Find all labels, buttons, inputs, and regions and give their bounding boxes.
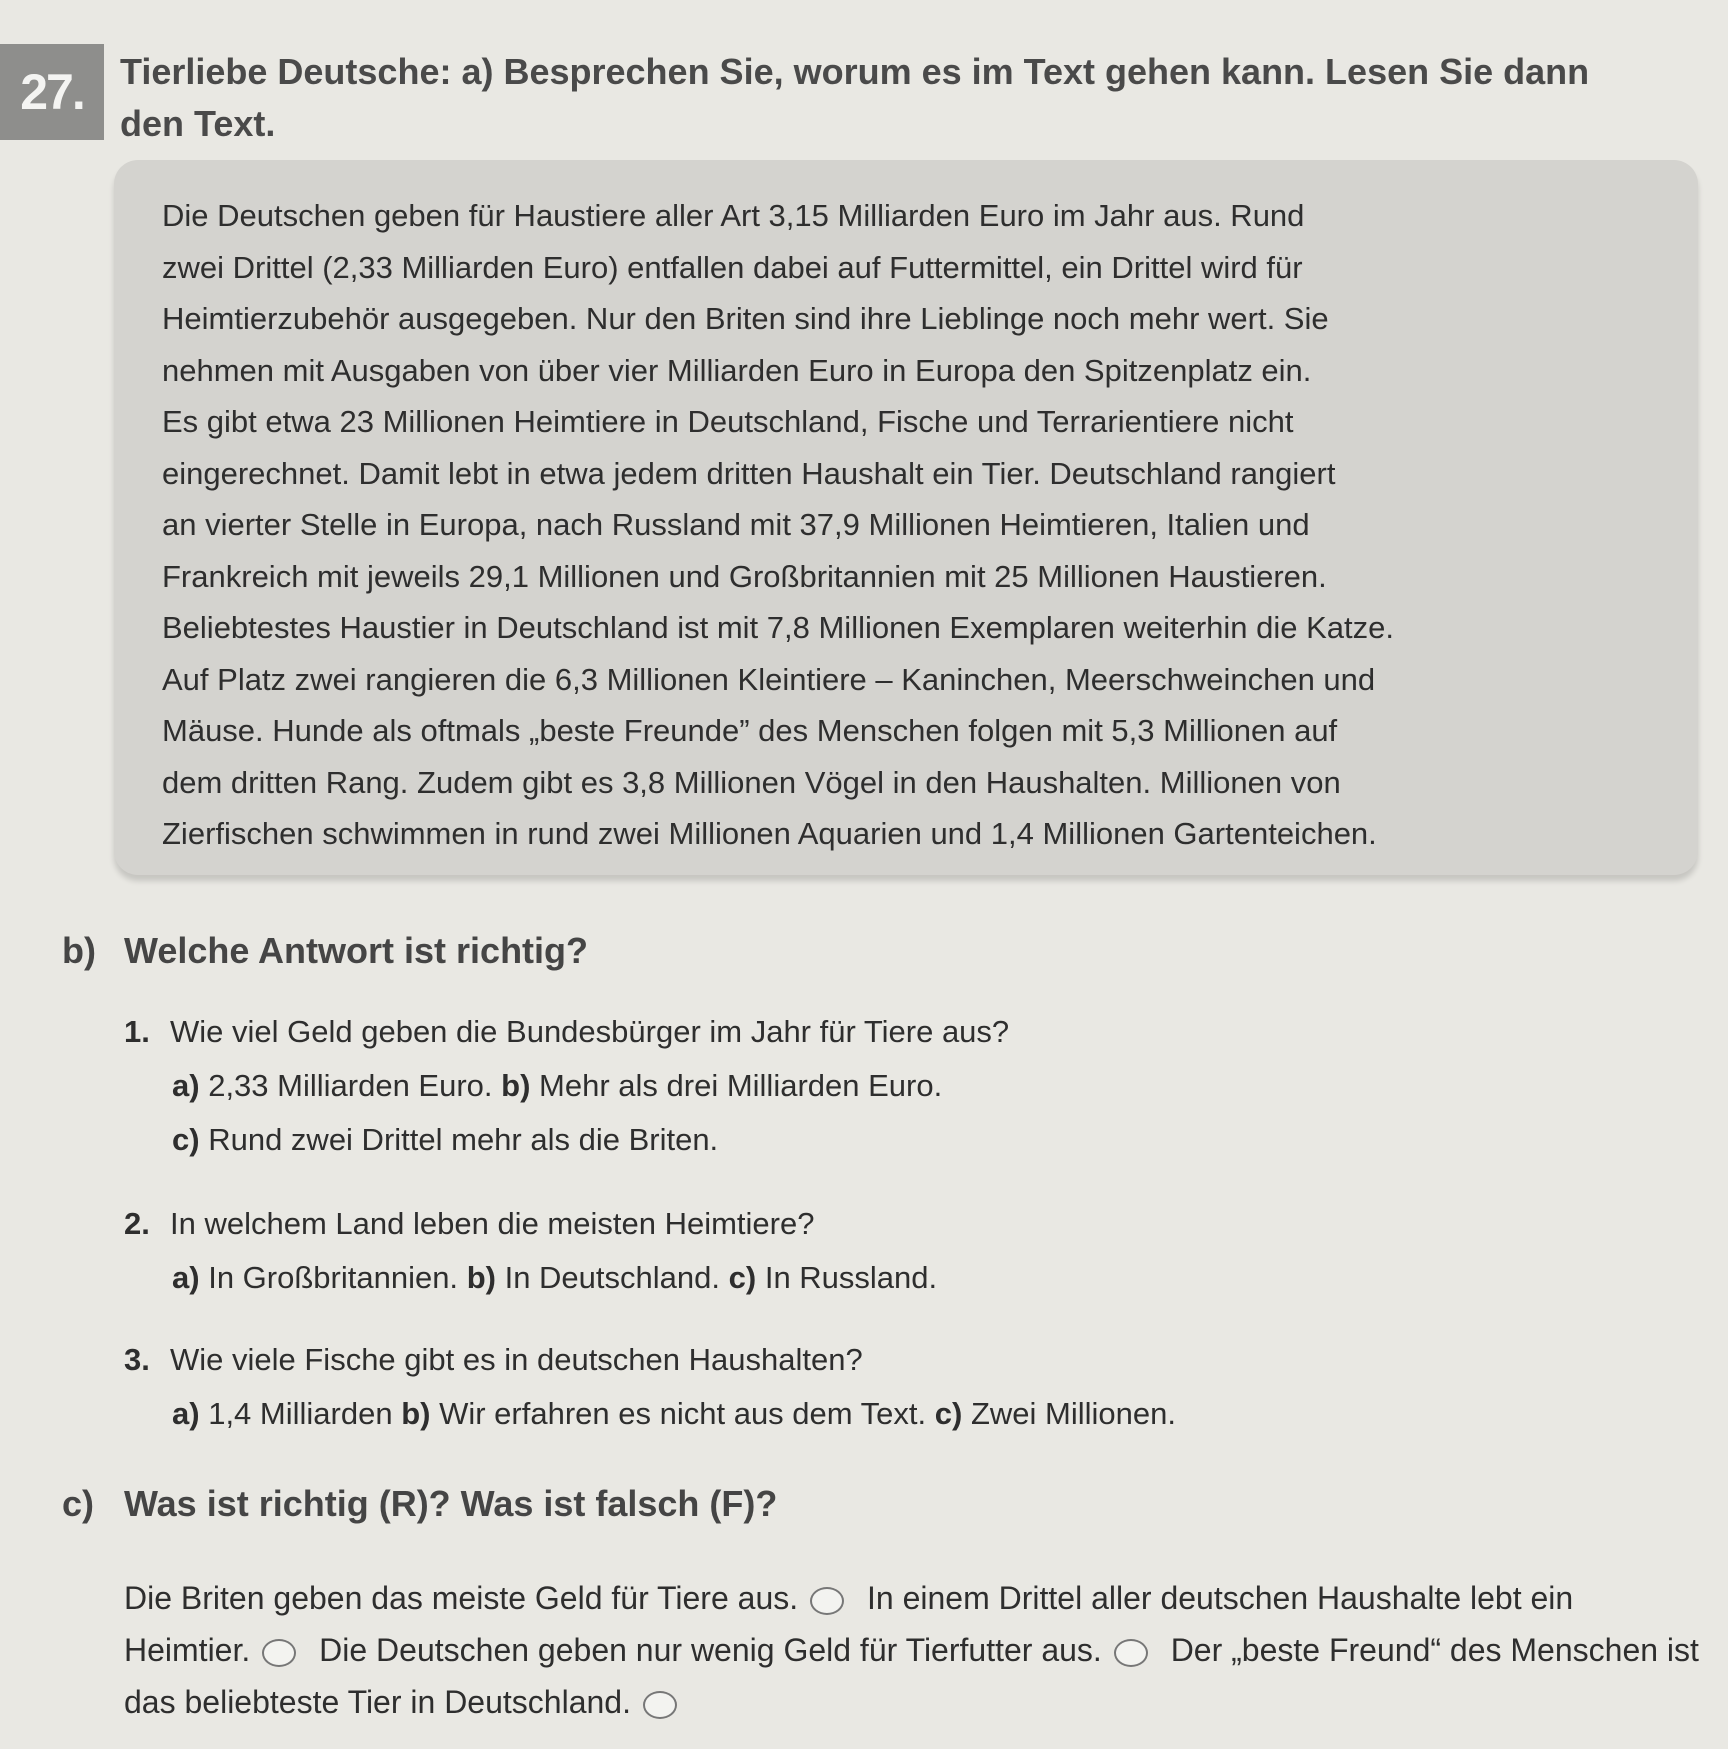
part-c-heading <box>62 1483 1662 1525</box>
option-label: c) <box>728 1260 757 1295</box>
passage-line: Auf Platz zwei rangieren die 6,3 Millionen Kleintiere – Kaninchen, Meerschweinchen und <box>162 661 1376 697</box>
answer-circle[interactable] <box>1114 1639 1148 1667</box>
question-number: 1. <box>124 1014 150 1049</box>
exercise-title: Tierliebe Deutsche: a) Besprechen Sie, worum es im Text gehen kann. Lesen Sie dann den Text. <box>120 51 1590 144</box>
option-label: b) <box>501 1068 531 1103</box>
passage-line: Die Deutschen geben für Haustiere aller Art 3,15 Milliarden Euro im Jahr aus. Rund <box>162 198 1305 233</box>
passage-line: Frankreich mit jeweils 29,1 Millionen und Großbritannien mit 25 Millionen Haustieren. <box>162 558 1327 594</box>
reading-passage <box>114 160 1698 875</box>
option-c[interactable]: In Russland. <box>764 1260 938 1295</box>
statement-2: In einem Drittel aller deutschen Haushalte lebt ein Heimtier. <box>124 1580 1574 1668</box>
passage-line: Beliebtestes Haustier in Deutschland ist mit 7,8 Millionen Exemplaren weiterhin die Katze. <box>162 610 1394 645</box>
question-number: 3. <box>124 1342 150 1377</box>
passage-line: Zierfischen schwimmen in rund zwei Millionen Aquarien und 1,4 Millionen Gartenteichen. <box>162 816 1377 851</box>
statement-1: Die Briten geben das meiste Geld für Tiere aus. <box>124 1580 799 1616</box>
question-1 <box>124 1005 1664 1167</box>
passage-line: Es gibt etwa 23 Millionen Heimtiere in Deutschland, Fische und Terrarientiere nicht <box>162 404 1294 439</box>
question-2 <box>124 1197 1664 1305</box>
part-b-heading <box>62 930 1662 972</box>
option-label: a) <box>172 1396 200 1431</box>
question-text: Wie viel Geld geben die Bundesbürger im Jahr für Tiere aus? <box>170 1014 1010 1049</box>
question-number: 2. <box>124 1206 150 1241</box>
question-text: Wie viele Fische gibt es in deutschen Haushalten? <box>170 1342 863 1377</box>
passage-line: nehmen mit Ausgaben von über vier Milliarden Euro in Europa den Spitzenplatz ein. <box>162 352 1312 388</box>
passage-line: dem dritten Rang. Zudem gibt es 3,8 Millionen Vögel in den Haushalten. Millionen von <box>162 764 1341 800</box>
passage-line: Heimtierzubehör ausgegeben. Nur den Briten sind ihre Lieblinge noch mehr wert. Sie <box>162 301 1329 336</box>
option-b[interactable]: Mehr als drei Milliarden Euro. <box>539 1068 943 1103</box>
option-label: c) <box>934 1396 963 1431</box>
question-text: In welchem Land leben die meisten Heimtiere? <box>170 1206 815 1241</box>
statement-3: Die Deutschen geben nur wenig Geld für Tierfutter aus. <box>319 1632 1102 1668</box>
answer-circle[interactable] <box>810 1587 844 1615</box>
passage-line: eingerechnet. Damit lebt in etwa jedem dritten Haushalt ein Tier. Deutschland rangiert <box>162 455 1336 491</box>
option-label: c) <box>172 1122 200 1157</box>
answer-circle[interactable] <box>643 1691 677 1719</box>
option-a[interactable]: In Großbritannien. <box>208 1260 459 1295</box>
passage-line: Mäuse. Hunde als oftmals „beste Freunde” des Menschen folgen mit 5,3 Millionen auf <box>162 713 1338 748</box>
true-false-statements <box>124 1572 1704 1728</box>
part-c-title: Was ist richtig (R)? Was ist falsch (F)? <box>124 1483 778 1524</box>
passage-line: an vierter Stelle in Europa, nach Russland mit 37,9 Millionen Heimtieren, Italien und <box>162 507 1310 542</box>
option-c[interactable]: Rund zwei Drittel mehr als die Briten. <box>208 1122 719 1157</box>
statement-4: Der „beste Freund“ des Menschen ist das beliebteste Tier in Deutschland. <box>124 1632 1699 1720</box>
option-c[interactable]: Zwei Millionen. <box>970 1396 1176 1431</box>
option-b[interactable]: Wir erfahren es nicht aus dem Text. <box>439 1396 927 1431</box>
option-a[interactable]: 1,4 Milliarden <box>208 1396 393 1431</box>
option-label: b) <box>401 1396 431 1431</box>
exercise-number: 27. <box>0 44 104 140</box>
question-3 <box>124 1333 1664 1441</box>
answer-circle[interactable] <box>262 1639 296 1667</box>
part-b-label: b) <box>62 930 96 971</box>
option-label: a) <box>172 1260 200 1295</box>
option-b[interactable]: In Deutschland. <box>504 1260 720 1295</box>
part-b-title: Welche Antwort ist richtig? <box>124 930 589 971</box>
option-label: a) <box>172 1068 200 1103</box>
option-label: b) <box>466 1260 496 1295</box>
passage-line: zwei Drittel (2,33 Milliarden Euro) entfallen dabei auf Futtermittel, ein Drittel wird für <box>162 249 1303 285</box>
option-a[interactable]: 2,33 Milliarden Euro. <box>208 1068 493 1103</box>
part-c-label: c) <box>62 1483 95 1524</box>
